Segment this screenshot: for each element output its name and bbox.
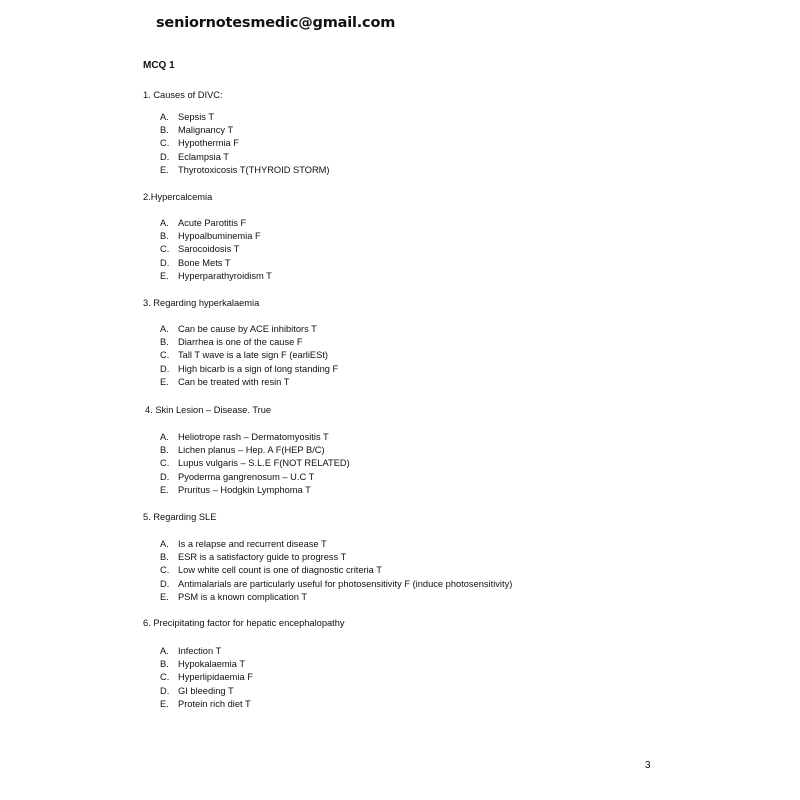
option: A. Can be cause by ACE inhibitors T: [160, 324, 317, 334]
question-1-title: 1. Causes of DIVC:: [143, 90, 223, 100]
question-5-options: [160, 538, 512, 604]
option: B. ESR is a satisfactory guide to progress T: [160, 552, 347, 563]
header-email: seniornotesmedic@gmail.com: [156, 15, 396, 31]
option: E. Thyrotoxicosis T(THYROID STORM): [160, 164, 330, 175]
option: A. Heliotrope rash – Dermatomyositis T: [160, 432, 329, 442]
page-number: 3: [645, 760, 651, 771]
option: E. Hyperparathyroidism T: [160, 270, 272, 281]
question-6-title: 6. Precipitating factor for hepatic encephalopathy: [143, 618, 345, 628]
option: E. Pruritus – Hodgkin Lymphoma T: [160, 484, 311, 495]
option: D. Antimalarials are particularly useful for photosensitivity F (induce photosensitivity): [160, 578, 513, 589]
option: B. Lichen planus – Hep. A F(HEP B/C): [160, 445, 325, 456]
option: A. Sepsis T: [160, 112, 214, 122]
option: A. Is a relapse and recurrent disease T: [160, 539, 327, 549]
option: C. Hypothermia F: [160, 138, 239, 149]
option: B. Malignancy T: [160, 125, 234, 136]
option: B. Diarrhea is one of the cause F: [160, 337, 303, 348]
question-4-title: 4. Skin Lesion – Disease. True: [145, 405, 272, 415]
option: C. Low white cell count is one of diagnostic criteria T: [160, 565, 382, 576]
option: D. Bone Mets T: [160, 257, 231, 268]
mcq-title: MCQ 1: [143, 60, 175, 71]
option: D. GI bleeding T: [160, 685, 234, 696]
option: C. Hyperlipidaemia F: [160, 672, 253, 683]
question-5-title: 5. Regarding SLE: [143, 512, 217, 522]
option: C. Lupus vulgaris – S.L.E F(NOT RELATED): [160, 458, 350, 469]
option: E. PSM is a known complication T: [160, 591, 308, 602]
option: B. Hypokalaemia T: [160, 659, 246, 670]
option: D. High bicarb is a sign of long standing F: [160, 363, 339, 374]
option: E. Protein rich diet T: [160, 698, 251, 709]
option: A. Infection T: [160, 646, 222, 656]
option: B. Hypoalbuminemia F: [160, 231, 261, 242]
option: C. Sarocoidosis T: [160, 244, 240, 255]
question-2-options: [160, 217, 272, 283]
option: D. Eclampsia T: [160, 151, 229, 162]
option: A. Acute Parotitis F: [160, 218, 247, 228]
question-4-options: [160, 431, 350, 497]
option: E. Can be treated with resin T: [160, 376, 290, 387]
option: D. Pyoderma gangrenosum – U.C T: [160, 471, 315, 482]
question-3-options: [160, 323, 338, 389]
question-1-options: [160, 111, 330, 177]
option: C. Tall T wave is a late sign F (earliESt): [160, 350, 329, 361]
question-3-title: 3. Regarding hyperkalaemia: [143, 298, 260, 308]
question-6-options: [160, 645, 253, 711]
question-2-title: 2.Hypercalcemia: [143, 192, 213, 202]
